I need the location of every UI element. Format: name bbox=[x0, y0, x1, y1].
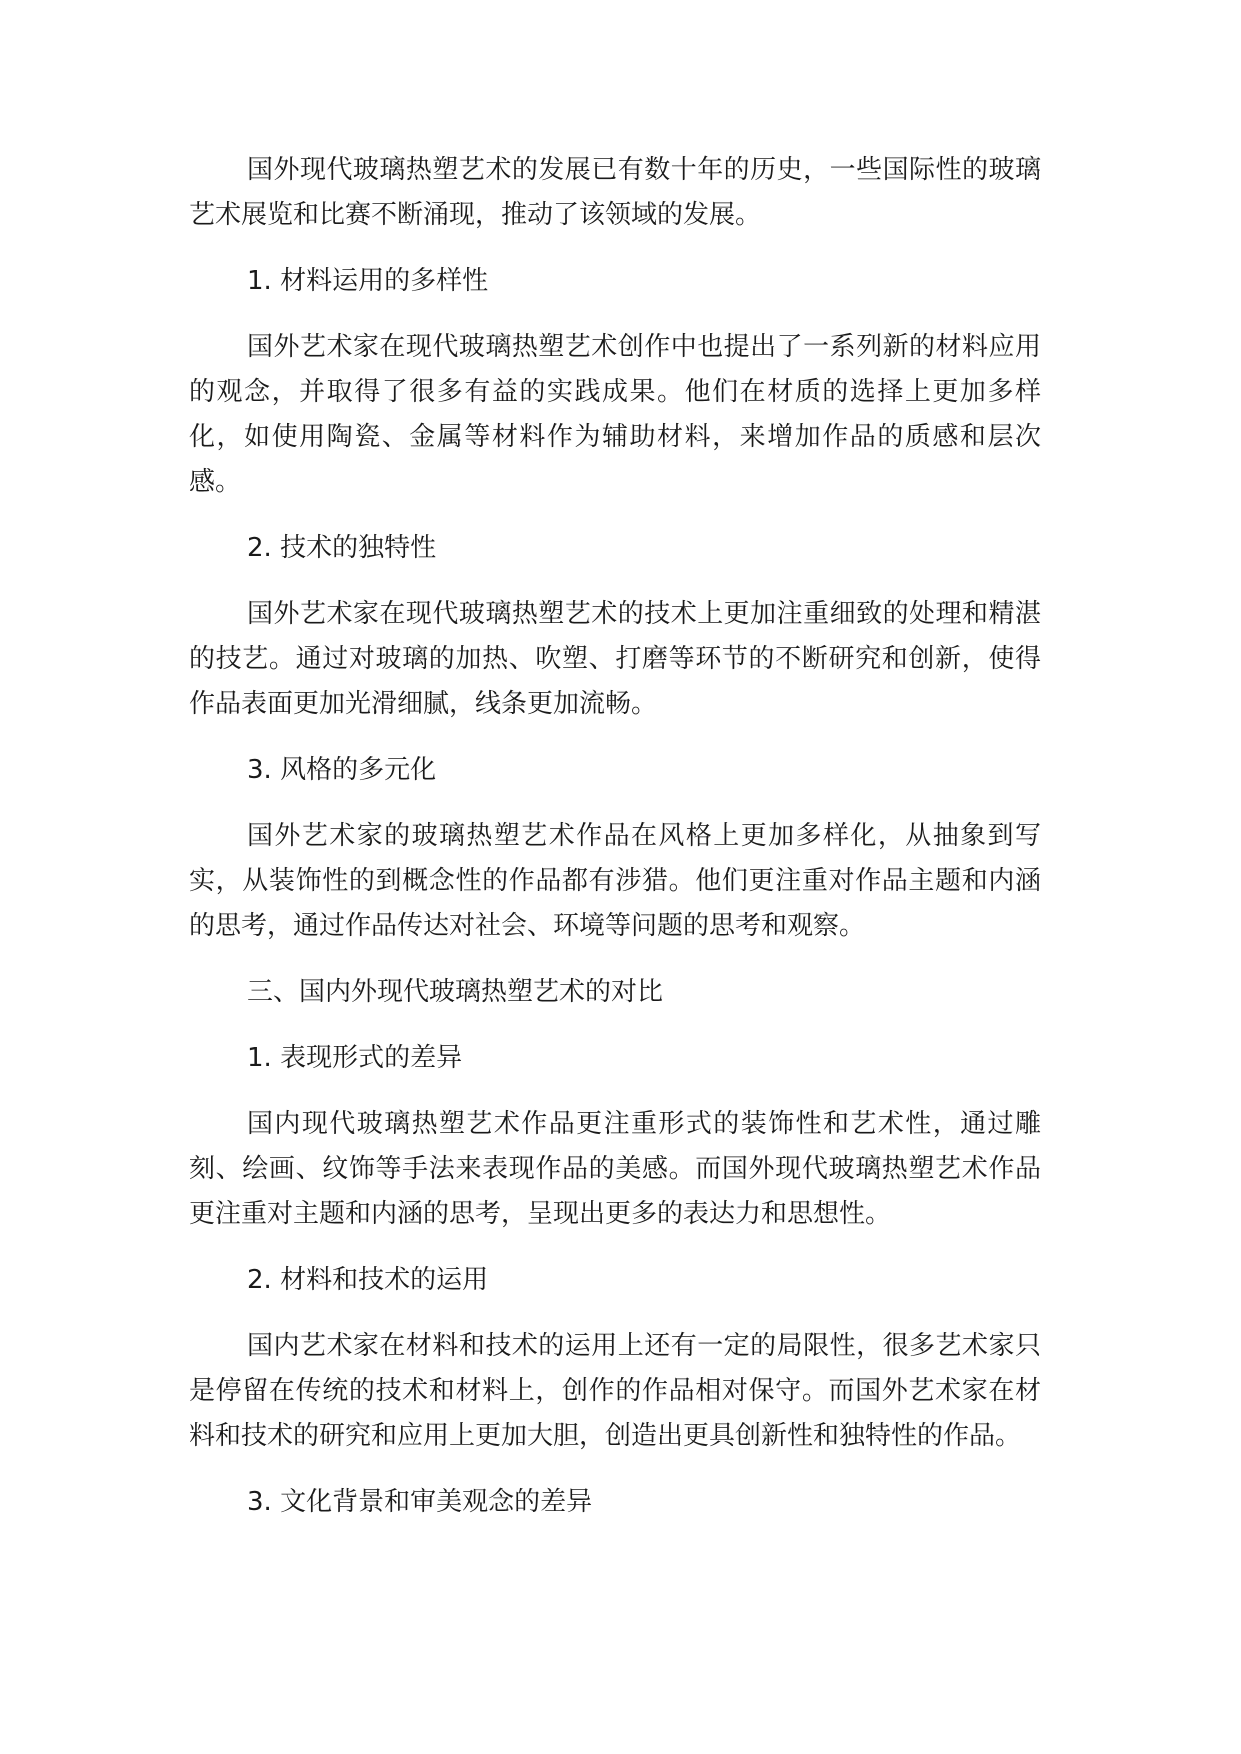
heading-expression-difference: 1. 表现形式的差异 bbox=[247, 1043, 463, 1073]
heading-style-diversity: 3. 风格的多元化 bbox=[247, 755, 437, 785]
section-heading-comparison: 三、国内外现代玻璃热塑艺术的对比 bbox=[247, 977, 664, 1007]
paragraph-style-diversity: 国外艺术家的玻璃热塑艺术作品在风格上更加多样化，从抽象到写实，从装饰性的到概念性的作品都有涉猎。他们更注重对作品主题和内涵的思考，通过作品传达对社会、环境等问题的思考和观察。 bbox=[189, 821, 1041, 941]
document-body bbox=[189, 148, 1041, 1546]
paragraph-technique-uniqueness: 国外艺术家在现代玻璃热塑艺术的技术上更加注重细致的处理和精湛的技艺。通过对玻璃的加热、吹塑、打磨等环节的不断研究和创新，使得作品表面更加光滑细腻，线条更加流畅。 bbox=[189, 599, 1041, 719]
heading-technique-uniqueness: 2. 技术的独特性 bbox=[247, 533, 437, 563]
heading-culture-aesthetics: 3. 文化背景和审美观念的差异 bbox=[247, 1487, 593, 1517]
paragraph-material-diversity: 国外艺术家在现代玻璃热塑艺术创作中也提出了一系列新的材料应用的观念，并取得了很多有益的实践成果。他们在材质的选择上更加多样化，如使用陶瓷、金属等材料作为辅助材料，来增加作品的质感和层次感。 bbox=[189, 332, 1041, 497]
paragraph-foreign-development: 国外现代玻璃热塑艺术的发展已有数十年的历史，一些国际性的玻璃艺术展览和比赛不断涌现，推动了该领域的发展。 bbox=[189, 155, 1041, 230]
heading-material-diversity: 1. 材料运用的多样性 bbox=[247, 266, 489, 296]
heading-material-technique-use: 2. 材料和技术的运用 bbox=[247, 1265, 489, 1295]
paragraph-expression-difference: 国内现代玻璃热塑艺术作品更注重形式的装饰性和艺术性，通过雕刻、绘画、纹饰等手法来表现作品的美感。而国外现代玻璃热塑艺术作品更注重对主题和内涵的思考，呈现出更多的表达力和思想性。 bbox=[189, 1109, 1041, 1229]
paragraph-material-technique-use: 国内艺术家在材料和技术的运用上还有一定的局限性，很多艺术家只是停留在传统的技术和材料上，创作的作品相对保守。而国外艺术家在材料和技术的研究和应用上更加大胆，创造出更具创新性和独特性的作品。 bbox=[189, 1331, 1041, 1451]
